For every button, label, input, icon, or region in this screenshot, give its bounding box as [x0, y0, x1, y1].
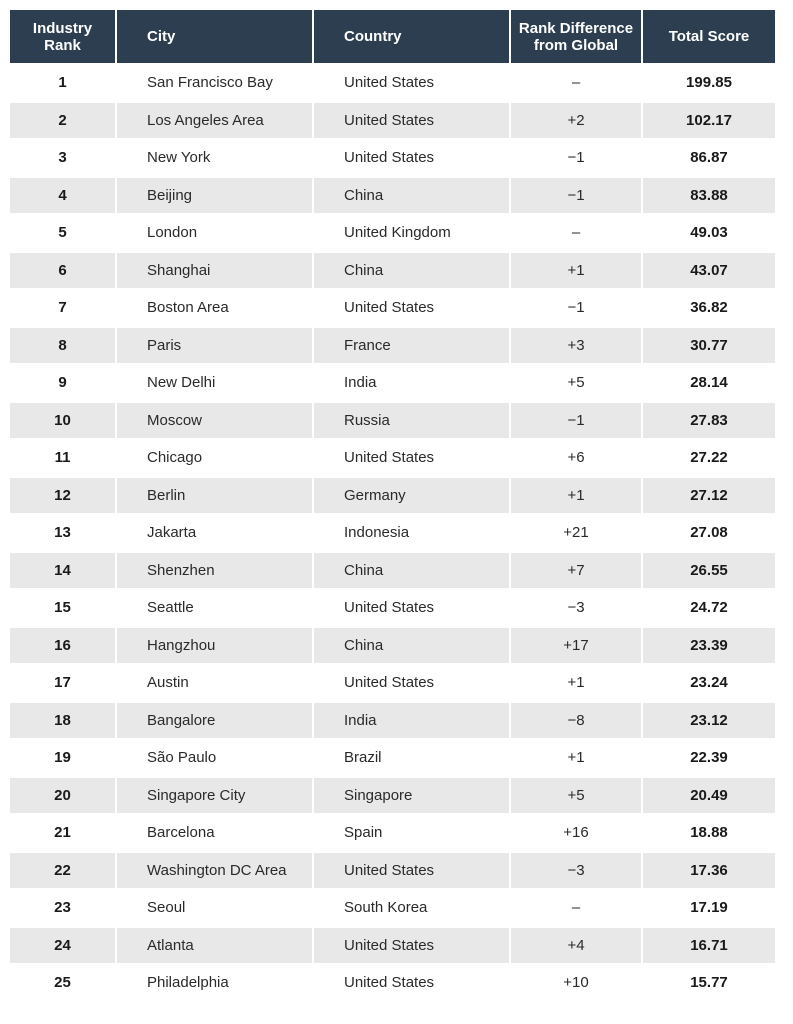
- city-cell: São Paulo: [116, 739, 313, 777]
- country-cell: India: [313, 702, 510, 740]
- country-cell: United States: [313, 927, 510, 965]
- country-cell: United States: [313, 664, 510, 702]
- city-cell: Jakarta: [116, 514, 313, 552]
- header-city: City: [116, 10, 313, 64]
- total-score-cell: 49.03: [642, 214, 775, 252]
- country-cell: France: [313, 327, 510, 365]
- rank-cell: 25: [10, 964, 116, 1001]
- table-row: [10, 214, 775, 252]
- city-cell: Moscow: [116, 402, 313, 440]
- country-cell: Brazil: [313, 739, 510, 777]
- rank-cell: 6: [10, 252, 116, 290]
- city-cell: Philadelphia: [116, 964, 313, 1001]
- rank-difference-cell: −1: [510, 402, 642, 440]
- total-score-cell: 86.87: [642, 139, 775, 177]
- table-row: [10, 702, 775, 740]
- table-row: [10, 964, 775, 1001]
- rank-difference-cell: −1: [510, 289, 642, 327]
- total-score-cell: 23.24: [642, 664, 775, 702]
- total-score-cell: 27.08: [642, 514, 775, 552]
- rank-difference-cell: +1: [510, 739, 642, 777]
- country-cell: United States: [313, 852, 510, 890]
- country-cell: United States: [313, 589, 510, 627]
- rank-difference-cell: +4: [510, 927, 642, 965]
- city-cell: New York: [116, 139, 313, 177]
- rank-difference-cell: +1: [510, 477, 642, 515]
- city-cell: Singapore City: [116, 777, 313, 815]
- rank-cell: 22: [10, 852, 116, 890]
- total-score-cell: 27.22: [642, 439, 775, 477]
- rank-cell: 17: [10, 664, 116, 702]
- total-score-cell: 27.12: [642, 477, 775, 515]
- rank-difference-cell: −1: [510, 177, 642, 215]
- header-rank-difference-line1: Rank Difference: [518, 19, 634, 37]
- header-industry-rank-line1: Industry: [32, 19, 93, 37]
- rank-cell: 4: [10, 177, 116, 215]
- rank-cell: 18: [10, 702, 116, 740]
- city-cell: Hangzhou: [116, 627, 313, 665]
- city-cell: San Francisco Bay: [116, 64, 313, 102]
- rank-cell: 19: [10, 739, 116, 777]
- rank-difference-cell: –: [510, 889, 642, 927]
- total-score-cell: 23.39: [642, 627, 775, 665]
- city-cell: Beijing: [116, 177, 313, 215]
- rank-difference-cell: +5: [510, 777, 642, 815]
- city-cell: Shenzhen: [116, 552, 313, 590]
- country-cell: United States: [313, 64, 510, 102]
- country-cell: India: [313, 364, 510, 402]
- table-row: [10, 777, 775, 815]
- city-cell: Boston Area: [116, 289, 313, 327]
- city-cell: Bangalore: [116, 702, 313, 740]
- total-score-cell: 26.55: [642, 552, 775, 590]
- city-cell: Seoul: [116, 889, 313, 927]
- rank-difference-cell: −3: [510, 589, 642, 627]
- country-cell: China: [313, 177, 510, 215]
- header-rank-difference: [510, 10, 642, 64]
- table-row: [10, 64, 775, 102]
- rank-cell: 24: [10, 927, 116, 965]
- table-row: [10, 514, 775, 552]
- total-score-cell: 27.83: [642, 402, 775, 440]
- country-cell: China: [313, 552, 510, 590]
- rank-difference-cell: +5: [510, 364, 642, 402]
- rank-cell: 23: [10, 889, 116, 927]
- country-cell: United Kingdom: [313, 214, 510, 252]
- total-score-cell: 16.71: [642, 927, 775, 965]
- total-score-cell: 43.07: [642, 252, 775, 290]
- total-score-cell: 17.19: [642, 889, 775, 927]
- rank-cell: 11: [10, 439, 116, 477]
- rank-difference-cell: +7: [510, 552, 642, 590]
- header-total-score: Total Score: [642, 10, 775, 64]
- country-cell: Indonesia: [313, 514, 510, 552]
- rank-cell: 12: [10, 477, 116, 515]
- rank-cell: 21: [10, 814, 116, 852]
- rank-cell: 3: [10, 139, 116, 177]
- rank-cell: 13: [10, 514, 116, 552]
- total-score-cell: 28.14: [642, 364, 775, 402]
- total-score-cell: 23.12: [642, 702, 775, 740]
- header-industry-rank: [10, 10, 116, 64]
- rank-cell: 16: [10, 627, 116, 665]
- city-cell: Paris: [116, 327, 313, 365]
- rank-cell: 20: [10, 777, 116, 815]
- country-cell: United States: [313, 289, 510, 327]
- rank-difference-cell: –: [510, 214, 642, 252]
- country-cell: United States: [313, 139, 510, 177]
- rank-cell: 1: [10, 64, 116, 102]
- rank-difference-cell: −8: [510, 702, 642, 740]
- table-row: [10, 177, 775, 215]
- total-score-cell: 24.72: [642, 589, 775, 627]
- city-cell: Atlanta: [116, 927, 313, 965]
- total-score-cell: 15.77: [642, 964, 775, 1001]
- country-cell: Germany: [313, 477, 510, 515]
- rank-difference-cell: −3: [510, 852, 642, 890]
- rank-difference-cell: –: [510, 64, 642, 102]
- header-rank-difference-line2: from Global: [533, 36, 619, 54]
- city-cell: Berlin: [116, 477, 313, 515]
- total-score-cell: 30.77: [642, 327, 775, 365]
- rankings-table-container: [10, 10, 775, 1001]
- table-row: [10, 889, 775, 927]
- total-score-cell: 22.39: [642, 739, 775, 777]
- table-header: [10, 10, 775, 64]
- table-row: [10, 589, 775, 627]
- table-row: [10, 139, 775, 177]
- total-score-cell: 199.85: [642, 64, 775, 102]
- header-row: [10, 10, 775, 64]
- table-body: [10, 64, 775, 1001]
- city-cell: Austin: [116, 664, 313, 702]
- city-cell: Washington DC Area: [116, 852, 313, 890]
- country-cell: United States: [313, 102, 510, 140]
- rank-difference-cell: +2: [510, 102, 642, 140]
- table-row: [10, 664, 775, 702]
- table-row: [10, 927, 775, 965]
- total-score-cell: 83.88: [642, 177, 775, 215]
- country-cell: Spain: [313, 814, 510, 852]
- table-row: [10, 477, 775, 515]
- city-cell: Seattle: [116, 589, 313, 627]
- rank-difference-cell: +16: [510, 814, 642, 852]
- city-cell: Barcelona: [116, 814, 313, 852]
- rank-cell: 5: [10, 214, 116, 252]
- rank-difference-cell: −1: [510, 139, 642, 177]
- table-row: [10, 289, 775, 327]
- table-row: [10, 252, 775, 290]
- city-cell: New Delhi: [116, 364, 313, 402]
- country-cell: United States: [313, 439, 510, 477]
- total-score-cell: 102.17: [642, 102, 775, 140]
- header-industry-rank-line2: Rank: [44, 36, 81, 54]
- city-cell: Los Angeles Area: [116, 102, 313, 140]
- rank-cell: 2: [10, 102, 116, 140]
- rank-cell: 8: [10, 327, 116, 365]
- rank-difference-cell: +10: [510, 964, 642, 1001]
- rank-cell: 10: [10, 402, 116, 440]
- table-row: [10, 814, 775, 852]
- table-row: [10, 627, 775, 665]
- rank-cell: 7: [10, 289, 116, 327]
- city-cell: London: [116, 214, 313, 252]
- table-row: [10, 552, 775, 590]
- rank-cell: 9: [10, 364, 116, 402]
- table-row: [10, 327, 775, 365]
- rank-cell: 14: [10, 552, 116, 590]
- country-cell: United States: [313, 964, 510, 1001]
- city-cell: Chicago: [116, 439, 313, 477]
- header-country: Country: [313, 10, 510, 64]
- country-cell: China: [313, 252, 510, 290]
- table-row: [10, 364, 775, 402]
- country-cell: Russia: [313, 402, 510, 440]
- total-score-cell: 20.49: [642, 777, 775, 815]
- table-row: [10, 102, 775, 140]
- rank-difference-cell: +3: [510, 327, 642, 365]
- total-score-cell: 36.82: [642, 289, 775, 327]
- table-row: [10, 739, 775, 777]
- country-cell: South Korea: [313, 889, 510, 927]
- city-cell: Shanghai: [116, 252, 313, 290]
- rank-difference-cell: +17: [510, 627, 642, 665]
- rank-difference-cell: +6: [510, 439, 642, 477]
- rank-cell: 15: [10, 589, 116, 627]
- total-score-cell: 18.88: [642, 814, 775, 852]
- city-rankings-table: [10, 10, 775, 1001]
- table-row: [10, 402, 775, 440]
- table-row: [10, 439, 775, 477]
- country-cell: China: [313, 627, 510, 665]
- table-row: [10, 852, 775, 890]
- country-cell: Singapore: [313, 777, 510, 815]
- rank-difference-cell: +1: [510, 664, 642, 702]
- total-score-cell: 17.36: [642, 852, 775, 890]
- rank-difference-cell: +1: [510, 252, 642, 290]
- rank-difference-cell: +21: [510, 514, 642, 552]
